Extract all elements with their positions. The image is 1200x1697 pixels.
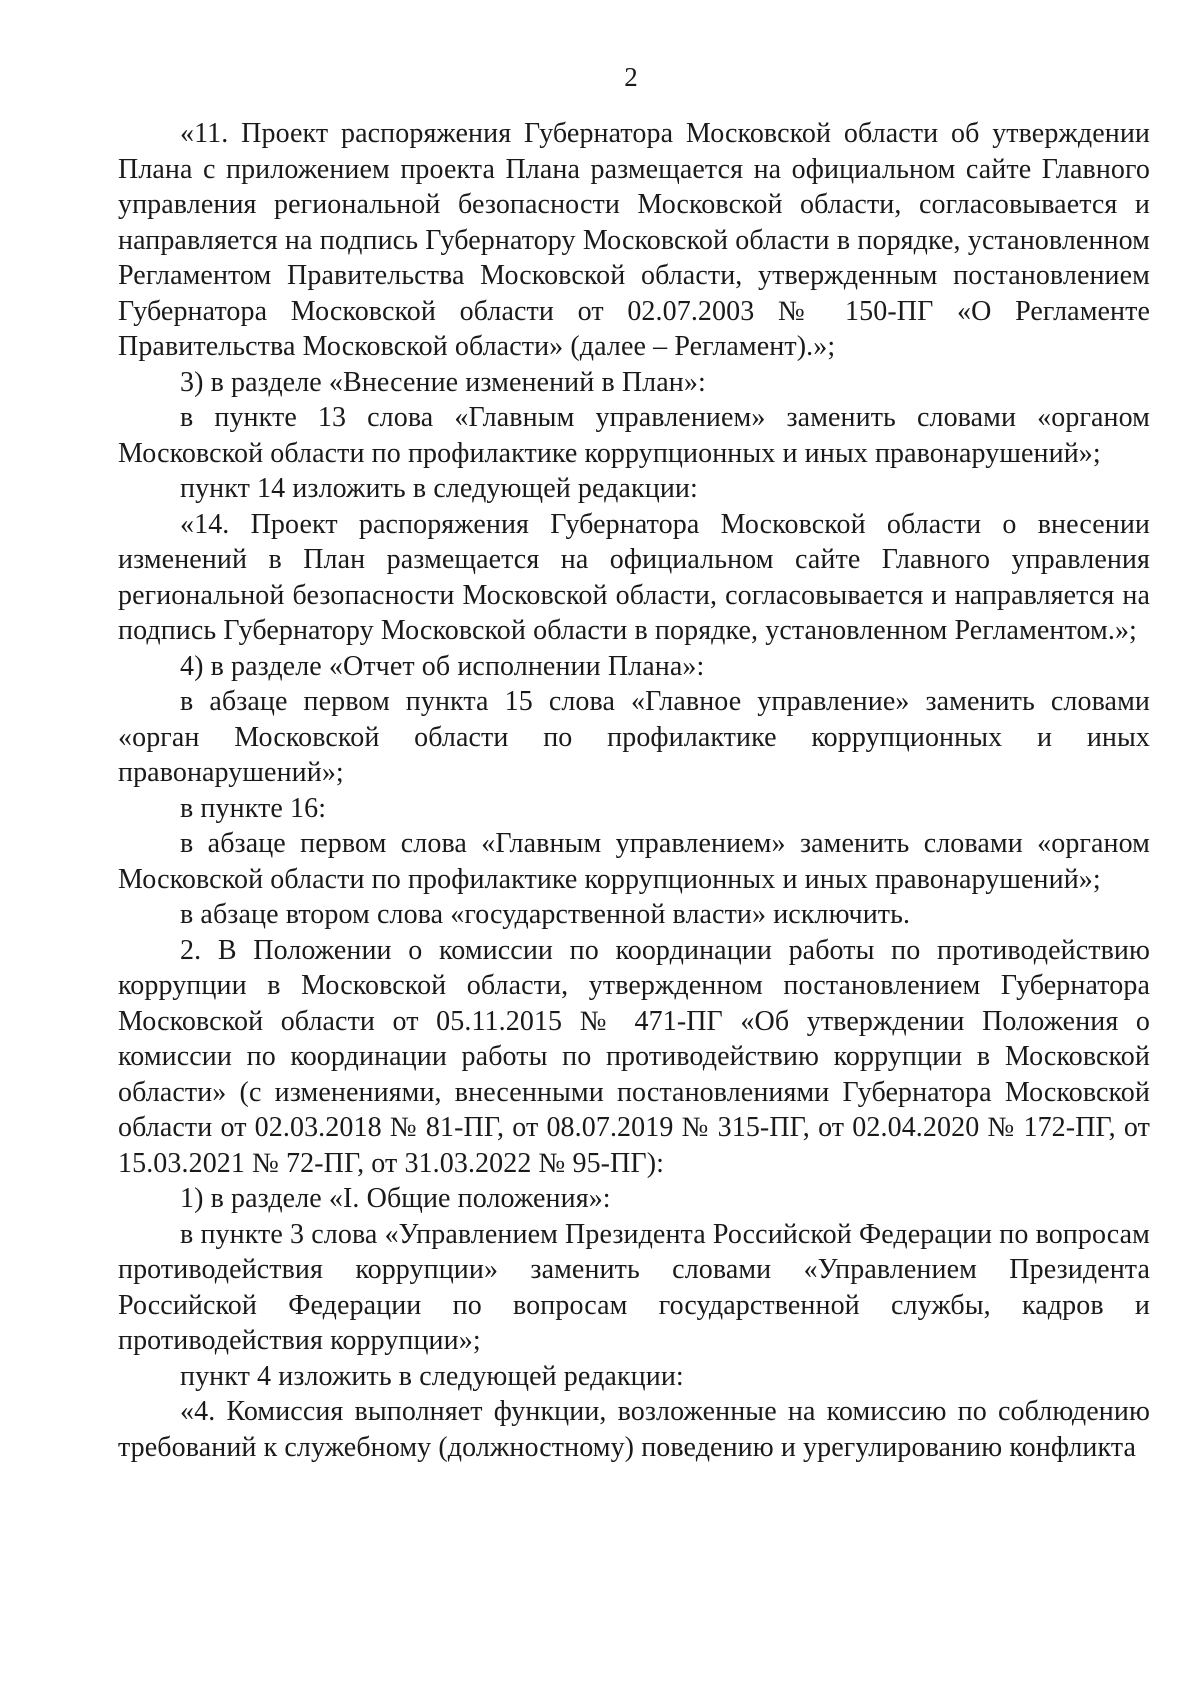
paragraph-item-14-intro: пункт 14 изложить в следующей редакции: [180, 473, 698, 504]
paragraph-item-4: «4. Комиссия выполняет функции, возложенные на комиссию по соблюдению требований к служебному (должностному) поведению и урегулированию конфликта [118, 1396, 1150, 1463]
paragraph-item-4-intro: пункт 4 изложить в следующей редакции: [180, 1360, 684, 1392]
paragraph-article-2: 2. В Положении о комиссии по координации работы по противодействию коррупции в Московской области, утвержденном постановлением Губернатора Московской области от 05.11.2015 № 471-ПГ «Об утверждении Положения о комиссии по координации работы по противодействию коррупции в Московской области» (с изменениями, внесенными постановлениями Губернатора Московской области от 02.03.2018 № 81-ПГ, от 08.07.2019 № 315-ПГ, от 02.04.2020 № 172-ПГ, от 15.03.2021 № 72-ПГ, от 31.03.2022 № 95-ПГ): [118, 934, 1150, 1179]
paragraph-item-16-second: в абзаце втором слова «государственной власти» исключить. [180, 899, 911, 930]
paragraph-section-general: 1) в разделе «I. Общие положения»: [180, 1183, 611, 1214]
paragraph-item-13-change: в пункте 13 слова «Главным управлением» заменить словами «органом Московской области по профилактике коррупционных и иных правонарушений»; [118, 402, 1150, 469]
paragraph-item-15-change: в абзаце первом пункта 15 слова «Главное управление» заменить словами «орган Московской области по профилактике коррупционных и иных правонарушений»; [118, 686, 1150, 788]
paragraph-item-14: «14. Проект распоряжения Губернатора Московской области о внесении изменений в План размещается на официальном сайте Главного управления региональной безопасности Московской области, согласовывается и направляется на подпись Губернатору Московской области в порядке, установленном Регламентом.»; [118, 508, 1150, 646]
page-number: 2 [624, 62, 638, 92]
paragraph-section-3: 3) в разделе «Внесение изменений в План»: [180, 366, 706, 398]
paragraph-section-4: 4) в разделе «Отчет об исполнении Плана»: [180, 650, 705, 682]
paragraph-item-3-change: в пункте 3 слова «Управлением Президента Российской Федерации по вопросам противодействия коррупции» заменить словами «Управлением Президента Российской Федерации по вопросам государственной службы, кадров и противодействия коррупции»; [118, 1218, 1150, 1356]
paragraph-item-16-intro: в пункте 16: [180, 792, 327, 824]
document-body [118, 116, 1150, 1465]
paragraph-item-11: «11. Проект распоряжения Губернатора Московской области об утверждении Плана с приложением проекта Плана размещается на официальном сайте Главного управления региональной безопасности Московской области, согласовывается и направляется на подпись Губернатору Московской области в порядке, установленном Регламентом Правительства Московской области, утвержденным постановлением Губернатора Московской области от 02.07.2003 № 150-ПГ «О Регламенте Правительства Московской области» (далее – Регламент).»; [118, 118, 1150, 362]
paragraph-item-16-first: в абзаце первом слова «Главным управлением» заменить словами «органом Московской области по профилактике коррупционных и иных правонарушений»; [118, 828, 1150, 895]
